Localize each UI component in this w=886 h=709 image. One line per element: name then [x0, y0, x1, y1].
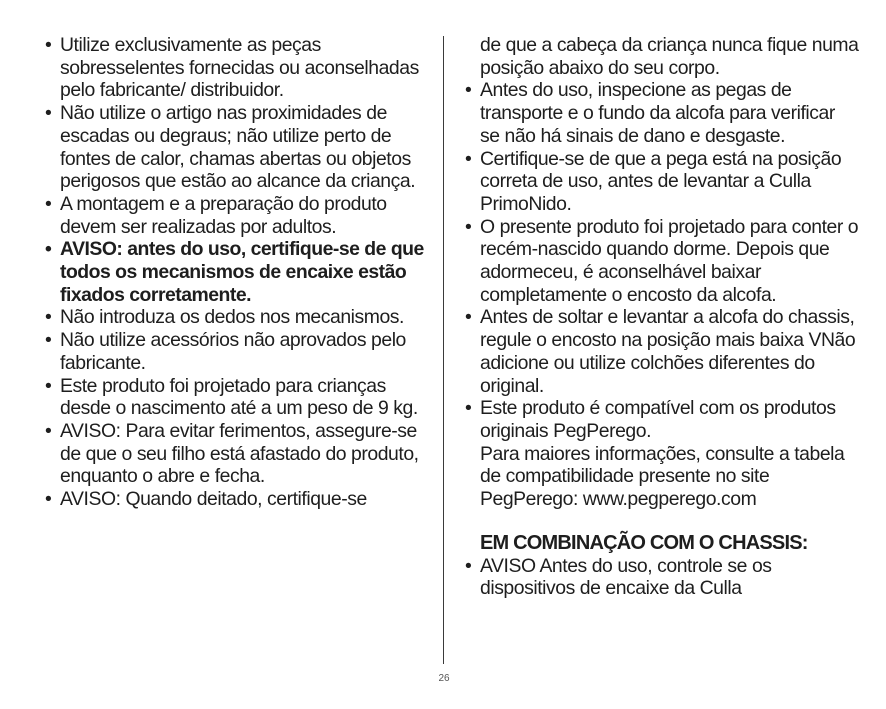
right-bullet-list [464, 79, 859, 510]
list-item-text: • Este produto é compatível com os produtos originais PegPerego. [480, 397, 836, 442]
list-item: • O presente produto foi projetado para conter o recém-nascido quando dorme. Depois que adormeceu, é aconselhável baixar completamente o encosto da alcofa. [464, 216, 859, 307]
list-item: • Antes do uso, inspecione as pegas de transporte e o fundo da alcofa para verificar se não há sinais de dano e desgaste. [464, 79, 859, 147]
list-item [464, 397, 859, 511]
list-item: • AVISO: Para evitar ferimentos, assegure-se de que o seu filho está afastado do produto, enquanto o abre e fecha. [44, 420, 429, 488]
continued-text: de que a cabeça da criança nunca fique numa posição abaixo do seu corpo. [480, 34, 859, 79]
section-bullet-list [464, 555, 859, 600]
list-item: • Antes de soltar e levantar a alcofa do chassis, regule o encosto na posição mais baixa VNão adicione ou utilize colchões diferentes do original. [464, 306, 859, 397]
list-item: • Não introduza os dedos nos mecanismos. [44, 306, 429, 329]
list-item: • Não utilize o artigo nas proximidades de escadas ou degraus; não utilize perto de fontes de calor, chamas abertas ou objetos perigosos que estão ao alcance da criança. [44, 102, 429, 193]
list-item: • Utilize exclusivamente as peças sobresselentes fornecidas ou aconselhadas pelo fabricante/ distribuidor. [44, 34, 429, 102]
list-item: • Não utilize acessórios não aprovados pelo fabricante. [44, 329, 429, 374]
list-item: • A montagem e a preparação do produto devem ser realizadas por adultos. [44, 193, 429, 238]
list-item: • Certifique-se de que a pega está na posição correta de uso, antes de levantar a Culla PrimoNido. [464, 148, 859, 216]
page-number: 26 [438, 673, 450, 684]
left-bullet-list [44, 34, 429, 511]
section-heading: EM COMBINAÇÃO COM O CHASSIS: [480, 531, 808, 554]
list-item: • AVISO Antes do uso, controle se os dispositivos de encaixe da Culla [464, 555, 859, 600]
list-item: • AVISO: Quando deitado, certifique-se [44, 488, 429, 511]
list-item-extra-text: Para maiores informações, consulte a tabela de compatibilidade presente no site PegPerego: www.pegperego.com [480, 442, 845, 511]
right-column [464, 34, 859, 600]
left-column [44, 34, 429, 511]
list-item: • Este produto foi projetado para crianças desde o nascimento até a um peso de 9 kg. [44, 375, 429, 420]
warning-item: • AVISO: antes do uso, certifique-se de que todos os mecanismos de encaixe estão fixados corretamente. [44, 238, 429, 306]
column-divider [443, 36, 444, 664]
